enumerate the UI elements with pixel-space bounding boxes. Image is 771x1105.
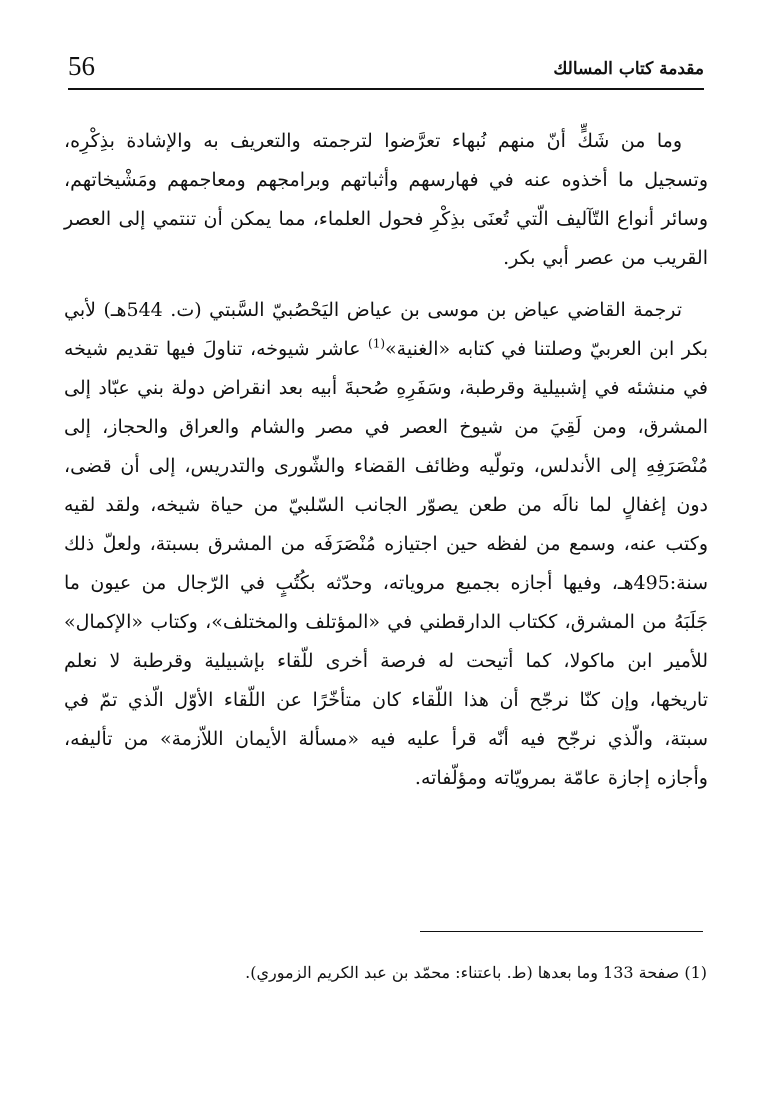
footnote-separator xyxy=(420,931,703,932)
page-header xyxy=(68,48,704,90)
footnote: (1) صفحة 133 وما بعدها (ط. باعتناء: محمّد بن عبد الكريم الزموري). xyxy=(245,963,707,982)
paragraph-2-before-ref: ترجمة القاضي عياض بن موسى بن عياض اليَحْصُبيّ السَّبتي (ت. 544هـ) لأبي بكر ابن العربيّ وصلتنا في كتابه «الغنية» xyxy=(64,299,708,360)
paragraph-2-after-ref: عاشر شيوخه، تناولَ فيها تقديم شيخه في منشئه في إشبيلية وقرطبة، وسَفَرِهِ صُحبةَ أبيه بعد انقراض دولة بني عبّاد إلى المشرق، ومن لَقِيَ من شيوخ العصر في مصر والشام والعراق والحجاز، إلى مُنْصَرَفِهِ إلى الأندلس، وتولّيه وظائف القضاء والشّورى والتدريس، إلى أن قضى، دون إغفالٍ لما نالَه من طعن يصوّر الجانب السّلبيّ من حياة شيخه، ولقد لقيه وكتب عنه، وسمع من لفظه حين اجتيازه مُنْصَرَفَه من المشرق بسبتة، ولعلّ ذلك سنة:495هـ، وفيها أجازه بجميع مروياته، وحدّثه بكُتُبٍ في الرّجال من عيون ما جَلَبَهُ من المشرق، ككتاب الدارقطني في «المؤتلف والمختلف»، وكتاب «الإكمال» للأمير ابن ماكولا، كما أتيحت له فرصة أخرى للّقاء بإشبيلية وقرطبة لا نعلم تاريخها، وإن كنّا نرجّح أن هذا اللّقاء كان متأخّرًا عن اللّقاء الأوّل الّذي تمّ في سبتة، والّذي نرجّح فيه أنّه قرأ عليه فيه «مسألة الأيمان اللاّزمة» من تأليفه، وأجازه إجازة عامّة بمرويّاته ومؤلّفاته. xyxy=(64,338,708,789)
running-title: مقدمة كتاب المسالك xyxy=(553,59,704,79)
paragraph-2 xyxy=(64,291,708,798)
body-text xyxy=(64,122,708,798)
page-number: 56 xyxy=(68,51,95,81)
paragraph-1: وما من شَكٍّ أنّ منهم نُبهاء تعرَّضوا لترجمته والتعريف به والإشادة بذِكْرِه، وتسجيل ما أخذوه عنه في فهارسهم وأثباتهم وبرامجهم ومعاجمهم ومَشْيخاتهم، وسائر أنواع التّآليف الّتي تُعنَى بذِكْرِ فحول العلماء، مما يمكن أن تنتمي إلى العصر القريب من عصر أبي بكر. xyxy=(64,130,708,269)
footnote-reference: (1) xyxy=(368,336,386,351)
